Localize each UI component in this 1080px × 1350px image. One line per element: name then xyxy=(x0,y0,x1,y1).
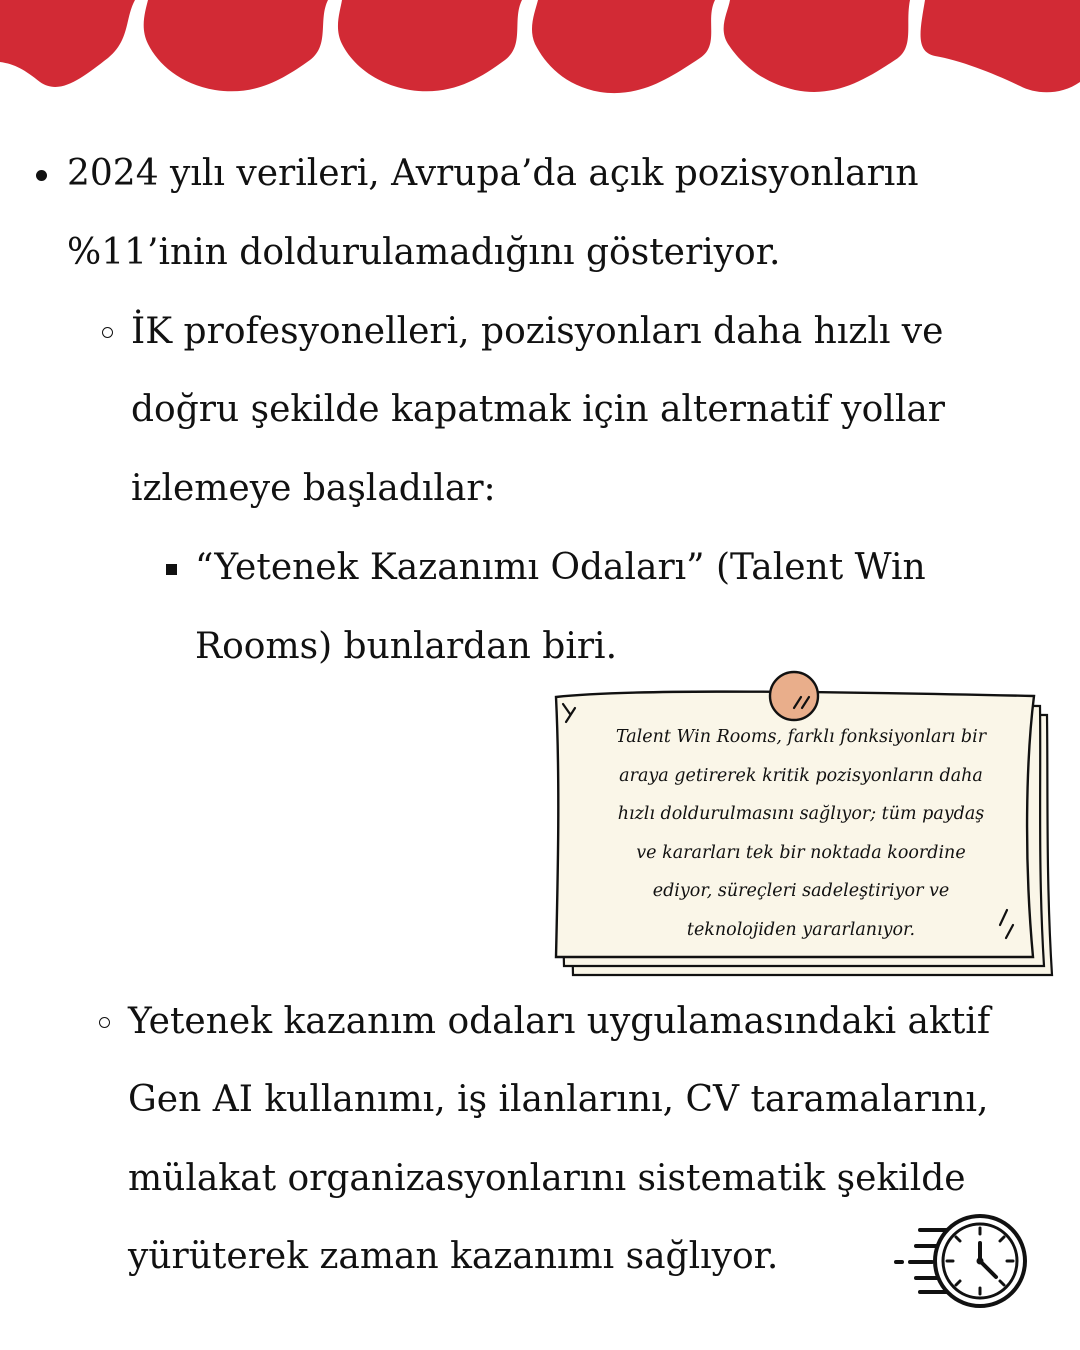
sub1-line1: İK profesyonelleri, pozisyonları daha hızlı ve xyxy=(131,311,944,352)
sub1-line3: izlemeye başladılar: xyxy=(131,468,496,509)
sub1-line2: doğru şekilde kapatmak için alternatif yollar xyxy=(131,389,946,430)
bullet-square-icon xyxy=(166,564,177,575)
bullet1-line1: 2024 yılı verileri, Avrupa’da açık pozisyonların xyxy=(67,153,919,194)
fast-clock-icon xyxy=(888,1210,1032,1314)
subsub1-line2: Rooms) bunlardan biri. xyxy=(195,626,618,667)
sub2-line1: Yetenek kazanım odaları uygulamasındaki aktif xyxy=(128,1001,991,1042)
pushpin-icon xyxy=(770,672,818,720)
red-wave-shape xyxy=(0,0,1080,93)
note-text: Talent Win Rooms, farklı fonksiyonları bir araya getirerek kritik pozisyonların daha hızlı doldurulmasını sağlıyor; tüm paydaş ve kararları tek bir noktada koordine ediyor, süreçleri sadeleştiriyor ve teknolojiden yararlanıyor. xyxy=(615,727,987,940)
bullet-circle-icon xyxy=(99,1017,110,1028)
bullet1-line2: %11’inin doldurulamadığını gösteriyor. xyxy=(67,232,781,273)
top-wave-decoration xyxy=(0,0,1080,100)
sub2-line3: mülakat organizasyonlarını sistematik şekilde xyxy=(128,1158,966,1199)
sub2-line4: yürüterek zaman kazanımı sağlıyor. xyxy=(128,1236,779,1277)
bullet-circle-icon xyxy=(102,327,113,338)
subsub1-line1: “Yetenek Kazanımı Odaları” (Talent Win xyxy=(195,547,926,588)
bullet-disc-icon xyxy=(36,170,47,181)
sub2-line2: Gen AI kullanımı, iş ilanlarını, CV taramalarını, xyxy=(128,1079,989,1120)
